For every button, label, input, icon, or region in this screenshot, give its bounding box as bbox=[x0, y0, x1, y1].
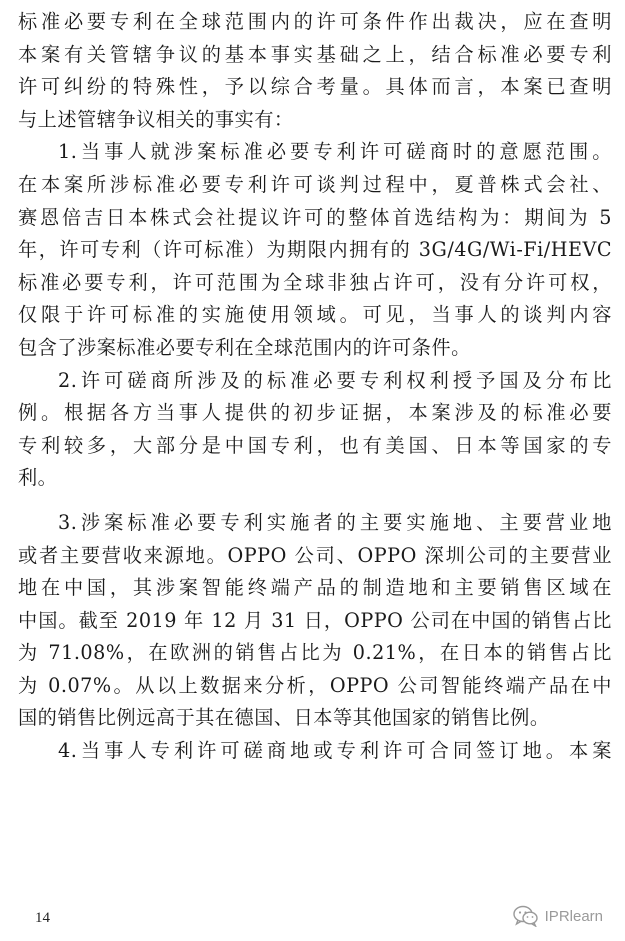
paragraph-gap bbox=[18, 495, 612, 507]
watermark-text: IPRlearn bbox=[544, 907, 603, 925]
paragraph bbox=[18, 6, 612, 136]
text-line: 专利较多，大部分是中国专利，也有美国、日本等国家的专 bbox=[18, 433, 612, 457]
text-line: 仅限于许可标准的实施使用领域。可见，当事人的谈判内容 bbox=[18, 303, 612, 327]
text-line: 标准必要专利，许可范围为全球非独占许可，没有分许可权， bbox=[18, 270, 612, 294]
text-line: 地在中国，其涉案智能终端产品的制造地和主要销售区域在 bbox=[18, 576, 612, 600]
paragraph bbox=[18, 365, 612, 495]
wechat-icon bbox=[513, 905, 539, 927]
text-line: 为 0.07%。从以上数据来分析，OPPO 公司智能终端产品在中 bbox=[18, 673, 612, 697]
text-line: 赛恩倍吉日本株式会社提议许可的整体首选结构为：期间为 5 bbox=[18, 205, 612, 229]
paragraph bbox=[18, 507, 612, 735]
text-line: 1.当事人就涉案标准必要专利许可磋商时的意愿范围。 bbox=[58, 140, 612, 164]
page-number: 14 bbox=[35, 910, 50, 926]
text-line: 包含了涉案标准必要专利在全球范围内的许可条件。 bbox=[18, 335, 471, 359]
watermark bbox=[513, 905, 603, 927]
text-line: 3.涉案标准必要专利实施者的主要实施地、主要营业地 bbox=[58, 510, 612, 534]
text-line: 年，许可专利（许可标准）为期限内拥有的 3G/4G/Wi-Fi/HEVC bbox=[18, 238, 612, 262]
text-line: 为 71.08%，在欧洲的销售占比为 0.21%，在日本的销售占比 bbox=[18, 641, 612, 665]
text-line: 4.当事人专利许可磋商地或专利许可合同签订地。本案 bbox=[58, 739, 612, 763]
text-line: 在本案所涉标准必要专利许可谈判过程中，夏普株式会社、 bbox=[18, 172, 612, 196]
text-line: 中国。截至 2019 年 12 月 31 日，OPPO 公司在中国的销售占比 bbox=[18, 608, 612, 632]
paragraph bbox=[18, 136, 612, 364]
text-line: 本案有关管辖争议的基本事实基础之上，结合标准必要专利 bbox=[18, 42, 612, 66]
text-line: 2.许可磋商所涉及的标准必要专利权利授予国及分布比 bbox=[58, 368, 612, 392]
text-line: 与上述管辖争议相关的事实有： bbox=[18, 107, 294, 131]
paragraph bbox=[18, 735, 612, 768]
text-line: 例。根据各方当事人提供的初步证据，本案涉及的标准必要 bbox=[18, 401, 612, 425]
text-line: 或者主要营收来源地。OPPO 公司、OPPO 深圳公司的主要营业 bbox=[18, 543, 612, 567]
text-line: 许可纠纷的特殊性，予以综合考量。具体而言，本案已查明 bbox=[18, 75, 612, 99]
text-line: 标准必要专利在全球范围内的许可条件作出裁决，应在查明 bbox=[18, 10, 612, 33]
document-page bbox=[18, 6, 612, 768]
text-line: 利。 bbox=[18, 466, 58, 490]
text-line: 国的销售比例远高于其在德国、日本等其他国家的销售比例。 bbox=[18, 706, 550, 730]
